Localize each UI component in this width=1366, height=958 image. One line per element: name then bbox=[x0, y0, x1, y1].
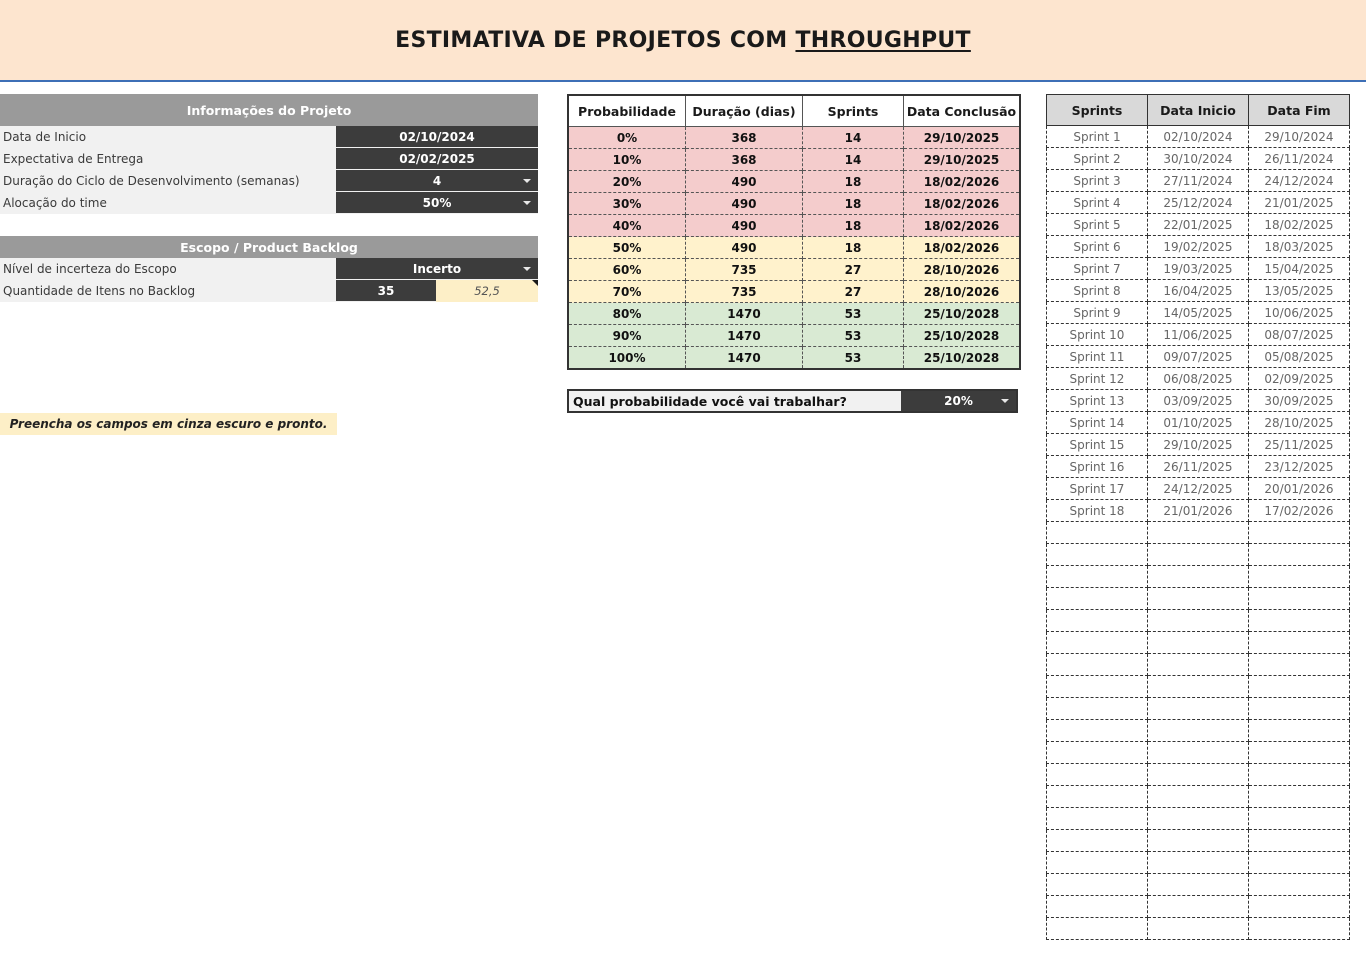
sprint-row bbox=[1047, 500, 1350, 522]
sprint-empty-row bbox=[1047, 808, 1350, 830]
sprint-cell: 03/09/2025 bbox=[1148, 390, 1249, 412]
sprint-cell: Sprint 8 bbox=[1047, 280, 1148, 302]
sprint-empty-cell[interactable] bbox=[1047, 830, 1148, 852]
sprint-empty-row bbox=[1047, 654, 1350, 676]
sprint-empty-row bbox=[1047, 610, 1350, 632]
sprint-empty-cell[interactable] bbox=[1249, 896, 1350, 918]
sprint-empty-cell[interactable] bbox=[1047, 588, 1148, 610]
sprint-empty-row bbox=[1047, 852, 1350, 874]
project-info-label: Alocação do time bbox=[0, 192, 336, 214]
sprint-cell: 21/01/2025 bbox=[1249, 192, 1350, 214]
sprint-row bbox=[1047, 236, 1350, 258]
uncertainty-row bbox=[0, 258, 538, 280]
sprint-cell: 24/12/2025 bbox=[1148, 478, 1249, 500]
sprint-cell: 25/12/2024 bbox=[1148, 192, 1249, 214]
sprint-empty-cell[interactable] bbox=[1249, 588, 1350, 610]
project-info-row bbox=[0, 170, 538, 192]
probability-cell: 18 bbox=[803, 215, 904, 237]
sprint-empty-cell[interactable] bbox=[1148, 764, 1249, 786]
col-sprints: Sprints bbox=[803, 95, 904, 127]
probability-row bbox=[568, 325, 1020, 347]
probability-row bbox=[568, 127, 1020, 149]
sprint-cell: Sprint 5 bbox=[1047, 214, 1148, 236]
probability-cell: 27 bbox=[803, 259, 904, 281]
sprint-cell: 06/08/2025 bbox=[1148, 368, 1249, 390]
sprints-table bbox=[1046, 94, 1350, 940]
col-sprints-name: Sprints bbox=[1047, 95, 1148, 126]
sprint-cell: 27/11/2024 bbox=[1148, 170, 1249, 192]
probability-row bbox=[568, 259, 1020, 281]
sprint-empty-cell[interactable] bbox=[1047, 896, 1148, 918]
sprint-empty-cell[interactable] bbox=[1249, 698, 1350, 720]
project-info-input[interactable]: 4 bbox=[336, 170, 538, 192]
sprint-cell: 28/10/2025 bbox=[1249, 412, 1350, 434]
sprint-cell: Sprint 9 bbox=[1047, 302, 1148, 324]
backlog-adjusted-value: 52,5 bbox=[436, 280, 538, 302]
probability-cell: 70% bbox=[568, 281, 686, 303]
sprint-empty-cell[interactable] bbox=[1249, 632, 1350, 654]
backlog-row bbox=[0, 280, 538, 302]
project-info-title: Informações do Projeto bbox=[0, 94, 538, 126]
sprint-empty-cell[interactable] bbox=[1249, 720, 1350, 742]
probability-cell: 368 bbox=[686, 127, 803, 149]
sprint-cell: Sprint 10 bbox=[1047, 324, 1148, 346]
sprint-cell: Sprint 15 bbox=[1047, 434, 1148, 456]
question-label: Qual probabilidade você vai trabalhar? bbox=[569, 391, 901, 411]
sprint-empty-cell[interactable] bbox=[1249, 676, 1350, 698]
project-info-row bbox=[0, 192, 538, 214]
project-info-input[interactable]: 02/02/2025 bbox=[336, 148, 538, 170]
probability-cell: 27 bbox=[803, 281, 904, 303]
sprint-cell: 15/04/2025 bbox=[1249, 258, 1350, 280]
sprint-row bbox=[1047, 170, 1350, 192]
probability-cell: 1470 bbox=[686, 325, 803, 347]
sprint-row bbox=[1047, 148, 1350, 170]
sprint-empty-cell[interactable] bbox=[1047, 786, 1148, 808]
sprint-cell: 16/04/2025 bbox=[1148, 280, 1249, 302]
sprint-empty-cell[interactable] bbox=[1148, 918, 1249, 940]
sprint-empty-row bbox=[1047, 742, 1350, 764]
sprint-empty-row bbox=[1047, 764, 1350, 786]
probability-cell: 29/10/2025 bbox=[904, 127, 1021, 149]
sprint-cell: 20/01/2026 bbox=[1249, 478, 1350, 500]
sprint-cell: 13/05/2025 bbox=[1249, 280, 1350, 302]
probability-cell: 735 bbox=[686, 259, 803, 281]
sprint-empty-row bbox=[1047, 676, 1350, 698]
sprint-empty-cell[interactable] bbox=[1249, 874, 1350, 896]
sprint-empty-cell[interactable] bbox=[1148, 698, 1249, 720]
sprint-empty-cell[interactable] bbox=[1249, 522, 1350, 544]
probability-cell: 18/02/2026 bbox=[904, 237, 1021, 259]
uncertainty-select[interactable]: Incerto bbox=[336, 258, 538, 280]
sprint-empty-cell[interactable] bbox=[1047, 566, 1148, 588]
sprint-empty-cell[interactable] bbox=[1148, 676, 1249, 698]
probability-cell: 490 bbox=[686, 193, 803, 215]
sprint-empty-cell[interactable] bbox=[1047, 874, 1148, 896]
sprint-empty-cell[interactable] bbox=[1148, 874, 1249, 896]
sprint-empty-cell[interactable] bbox=[1047, 852, 1148, 874]
sprint-empty-row bbox=[1047, 522, 1350, 544]
sprint-empty-row bbox=[1047, 566, 1350, 588]
sprint-empty-cell[interactable] bbox=[1249, 544, 1350, 566]
sprint-empty-cell[interactable] bbox=[1249, 830, 1350, 852]
probability-cell: 0% bbox=[568, 127, 686, 149]
sprint-empty-row bbox=[1047, 588, 1350, 610]
sprint-empty-cell[interactable] bbox=[1047, 544, 1148, 566]
sprint-empty-cell[interactable] bbox=[1249, 852, 1350, 874]
sprint-empty-cell[interactable] bbox=[1148, 654, 1249, 676]
probability-cell: 25/10/2028 bbox=[904, 303, 1021, 325]
probability-cell: 735 bbox=[686, 281, 803, 303]
col-data-conclusao: Data Conclusão bbox=[904, 95, 1021, 127]
sprint-empty-cell[interactable] bbox=[1148, 566, 1249, 588]
sprint-cell: 05/08/2025 bbox=[1249, 346, 1350, 368]
probability-cell: 40% bbox=[568, 215, 686, 237]
sprint-cell: Sprint 14 bbox=[1047, 412, 1148, 434]
probability-cell: 53 bbox=[803, 347, 904, 370]
sprint-cell: Sprint 6 bbox=[1047, 236, 1148, 258]
sprint-empty-cell[interactable] bbox=[1148, 632, 1249, 654]
sprint-row bbox=[1047, 478, 1350, 500]
probability-cell: 490 bbox=[686, 237, 803, 259]
sprint-empty-cell[interactable] bbox=[1047, 720, 1148, 742]
probability-cell: 28/10/2026 bbox=[904, 281, 1021, 303]
probability-cell: 60% bbox=[568, 259, 686, 281]
sprint-cell: Sprint 12 bbox=[1047, 368, 1148, 390]
sprint-row bbox=[1047, 346, 1350, 368]
sprint-cell: 29/10/2025 bbox=[1148, 434, 1249, 456]
sprint-cell: 22/01/2025 bbox=[1148, 214, 1249, 236]
probability-cell: 20% bbox=[568, 171, 686, 193]
instruction-note: Preencha os campos em cinza escuro e pronto. bbox=[0, 413, 337, 435]
probability-cell: 29/10/2025 bbox=[904, 149, 1021, 171]
col-data-fim: Data Fim bbox=[1249, 95, 1350, 126]
project-info-row bbox=[0, 126, 538, 148]
sprint-cell: Sprint 1 bbox=[1047, 126, 1148, 148]
sprint-empty-cell[interactable] bbox=[1148, 830, 1249, 852]
probability-cell: 18/02/2026 bbox=[904, 215, 1021, 237]
sprint-cell: 29/10/2024 bbox=[1249, 126, 1350, 148]
sprint-cell: 10/06/2025 bbox=[1249, 302, 1350, 324]
probability-cell: 80% bbox=[568, 303, 686, 325]
col-duracao: Duração (dias) bbox=[686, 95, 803, 127]
sprint-empty-cell[interactable] bbox=[1148, 786, 1249, 808]
sprints-header-row bbox=[1047, 95, 1350, 126]
sprint-cell: Sprint 18 bbox=[1047, 500, 1148, 522]
probability-row bbox=[568, 303, 1020, 325]
sprint-cell: 26/11/2024 bbox=[1249, 148, 1350, 170]
probability-cell: 25/10/2028 bbox=[904, 325, 1021, 347]
sprint-empty-cell[interactable] bbox=[1148, 896, 1249, 918]
probability-cell: 28/10/2026 bbox=[904, 259, 1021, 281]
sprint-row bbox=[1047, 280, 1350, 302]
sprint-empty-row bbox=[1047, 720, 1350, 742]
backlog-input[interactable]: 35 bbox=[336, 280, 436, 302]
col-data-inicio: Data Inicio bbox=[1148, 95, 1249, 126]
probability-table bbox=[567, 94, 1021, 370]
sprint-cell: 09/07/2025 bbox=[1148, 346, 1249, 368]
sprint-empty-cell[interactable] bbox=[1047, 610, 1148, 632]
probability-row bbox=[568, 149, 1020, 171]
sprint-empty-cell[interactable] bbox=[1148, 720, 1249, 742]
sprint-row bbox=[1047, 302, 1350, 324]
sprint-empty-cell[interactable] bbox=[1047, 522, 1148, 544]
sprint-empty-cell[interactable] bbox=[1047, 632, 1148, 654]
sprint-empty-cell[interactable] bbox=[1148, 610, 1249, 632]
sprint-cell: 30/09/2025 bbox=[1249, 390, 1350, 412]
probability-row bbox=[568, 281, 1020, 303]
sprint-row bbox=[1047, 214, 1350, 236]
probability-row bbox=[568, 171, 1020, 193]
probability-cell: 18 bbox=[803, 171, 904, 193]
probability-cell: 490 bbox=[686, 171, 803, 193]
probability-cell: 50% bbox=[568, 237, 686, 259]
project-info-label: Expectativa de Entrega bbox=[0, 148, 336, 170]
sprint-empty-row bbox=[1047, 632, 1350, 654]
probability-cell: 53 bbox=[803, 303, 904, 325]
sprint-empty-cell[interactable] bbox=[1148, 852, 1249, 874]
sprint-empty-row bbox=[1047, 830, 1350, 852]
sprint-empty-cell[interactable] bbox=[1249, 918, 1350, 940]
sprint-empty-cell[interactable] bbox=[1249, 654, 1350, 676]
sprint-cell: Sprint 16 bbox=[1047, 456, 1148, 478]
probability-cell: 18 bbox=[803, 193, 904, 215]
sprint-cell: 30/10/2024 bbox=[1148, 148, 1249, 170]
sprint-row bbox=[1047, 412, 1350, 434]
sprint-empty-cell[interactable] bbox=[1148, 808, 1249, 830]
project-info-input[interactable]: 50% bbox=[336, 192, 538, 214]
sprint-cell: 19/02/2025 bbox=[1148, 236, 1249, 258]
scope-title: Escopo / Product Backlog bbox=[0, 236, 538, 258]
sprint-cell: 11/06/2025 bbox=[1148, 324, 1249, 346]
probability-question bbox=[567, 389, 1018, 413]
sprint-row bbox=[1047, 126, 1350, 148]
sprint-cell: 08/07/2025 bbox=[1249, 324, 1350, 346]
sprint-empty-cell[interactable] bbox=[1047, 764, 1148, 786]
sprint-empty-row bbox=[1047, 896, 1350, 918]
sprint-empty-cell[interactable] bbox=[1047, 742, 1148, 764]
sprint-empty-cell[interactable] bbox=[1047, 698, 1148, 720]
sprint-cell: 19/03/2025 bbox=[1148, 258, 1249, 280]
sprint-cell: Sprint 2 bbox=[1047, 148, 1148, 170]
sprint-cell: 18/02/2025 bbox=[1249, 214, 1350, 236]
probability-cell: 53 bbox=[803, 325, 904, 347]
sprint-empty-cell[interactable] bbox=[1047, 808, 1148, 830]
sprint-cell: 21/01/2026 bbox=[1148, 500, 1249, 522]
sprint-empty-cell[interactable] bbox=[1249, 610, 1350, 632]
project-info-input[interactable]: 02/10/2024 bbox=[336, 126, 538, 148]
sprint-empty-cell[interactable] bbox=[1249, 742, 1350, 764]
sprint-cell: 24/12/2024 bbox=[1249, 170, 1350, 192]
probability-cell: 25/10/2028 bbox=[904, 347, 1021, 370]
project-info-label: Data de Inicio bbox=[0, 126, 336, 148]
probability-row bbox=[568, 215, 1020, 237]
sprint-cell: 18/03/2025 bbox=[1249, 236, 1350, 258]
sprint-empty-cell[interactable] bbox=[1148, 522, 1249, 544]
project-info-panel bbox=[0, 94, 538, 214]
sprint-empty-cell[interactable] bbox=[1148, 588, 1249, 610]
probability-select[interactable]: 20% bbox=[901, 391, 1016, 411]
sprint-cell: Sprint 11 bbox=[1047, 346, 1148, 368]
probability-cell: 1470 bbox=[686, 347, 803, 370]
sprint-empty-cell[interactable] bbox=[1148, 742, 1249, 764]
page-title: ESTIMATIVA DE PROJETOS COM THROUGHPUT bbox=[395, 27, 971, 53]
sprint-row bbox=[1047, 192, 1350, 214]
sprint-cell: 17/02/2026 bbox=[1249, 500, 1350, 522]
sprint-row bbox=[1047, 456, 1350, 478]
sprint-row bbox=[1047, 258, 1350, 280]
uncertainty-label: Nível de incerteza do Escopo bbox=[0, 258, 336, 280]
sprint-cell: 02/10/2024 bbox=[1148, 126, 1249, 148]
project-info-label: Duração do Ciclo de Desenvolvimento (semanas) bbox=[0, 170, 336, 192]
sprint-cell: 23/12/2025 bbox=[1249, 456, 1350, 478]
page-header bbox=[0, 0, 1366, 82]
col-probabilidade: Probabilidade bbox=[568, 95, 686, 127]
title-emphasis: THROUGHPUT bbox=[795, 27, 971, 53]
sprint-cell: Sprint 4 bbox=[1047, 192, 1148, 214]
sprint-cell: 14/05/2025 bbox=[1148, 302, 1249, 324]
probability-cell: 90% bbox=[568, 325, 686, 347]
probability-header-row bbox=[568, 95, 1020, 127]
probability-cell: 368 bbox=[686, 149, 803, 171]
sprint-empty-cell[interactable] bbox=[1249, 786, 1350, 808]
probability-cell: 10% bbox=[568, 149, 686, 171]
sprint-cell: 25/11/2025 bbox=[1249, 434, 1350, 456]
sprint-row bbox=[1047, 368, 1350, 390]
scope-panel bbox=[0, 236, 538, 302]
sprint-cell: Sprint 17 bbox=[1047, 478, 1148, 500]
backlog-label: Quantidade de Itens no Backlog bbox=[0, 280, 336, 302]
sprint-empty-cell[interactable] bbox=[1249, 808, 1350, 830]
probability-row bbox=[568, 347, 1020, 370]
sprint-empty-cell[interactable] bbox=[1148, 544, 1249, 566]
sprint-empty-cell[interactable] bbox=[1047, 918, 1148, 940]
sprint-empty-cell[interactable] bbox=[1047, 676, 1148, 698]
sprint-cell: 02/09/2025 bbox=[1249, 368, 1350, 390]
probability-cell: 18/02/2026 bbox=[904, 171, 1021, 193]
sprint-row bbox=[1047, 434, 1350, 456]
probability-cell: 14 bbox=[803, 127, 904, 149]
project-info-row bbox=[0, 148, 538, 170]
sprint-empty-row bbox=[1047, 786, 1350, 808]
probability-row bbox=[568, 237, 1020, 259]
sprint-empty-cell[interactable] bbox=[1249, 764, 1350, 786]
sprint-cell: 26/11/2025 bbox=[1148, 456, 1249, 478]
sprint-empty-row bbox=[1047, 918, 1350, 940]
sprint-cell: Sprint 13 bbox=[1047, 390, 1148, 412]
probability-cell: 14 bbox=[803, 149, 904, 171]
probability-cell: 30% bbox=[568, 193, 686, 215]
sprint-row bbox=[1047, 390, 1350, 412]
sprint-row bbox=[1047, 324, 1350, 346]
probability-cell: 18 bbox=[803, 237, 904, 259]
sprint-cell: Sprint 7 bbox=[1047, 258, 1148, 280]
sprint-empty-row bbox=[1047, 544, 1350, 566]
probability-cell: 100% bbox=[568, 347, 686, 370]
sprint-cell: Sprint 3 bbox=[1047, 170, 1148, 192]
sprint-empty-row bbox=[1047, 874, 1350, 896]
sprint-empty-cell[interactable] bbox=[1249, 566, 1350, 588]
sprint-empty-row bbox=[1047, 698, 1350, 720]
probability-row bbox=[568, 193, 1020, 215]
sprint-empty-cell[interactable] bbox=[1047, 654, 1148, 676]
sprint-cell: 01/10/2025 bbox=[1148, 412, 1249, 434]
probability-cell: 18/02/2026 bbox=[904, 193, 1021, 215]
probability-cell: 490 bbox=[686, 215, 803, 237]
probability-cell: 1470 bbox=[686, 303, 803, 325]
